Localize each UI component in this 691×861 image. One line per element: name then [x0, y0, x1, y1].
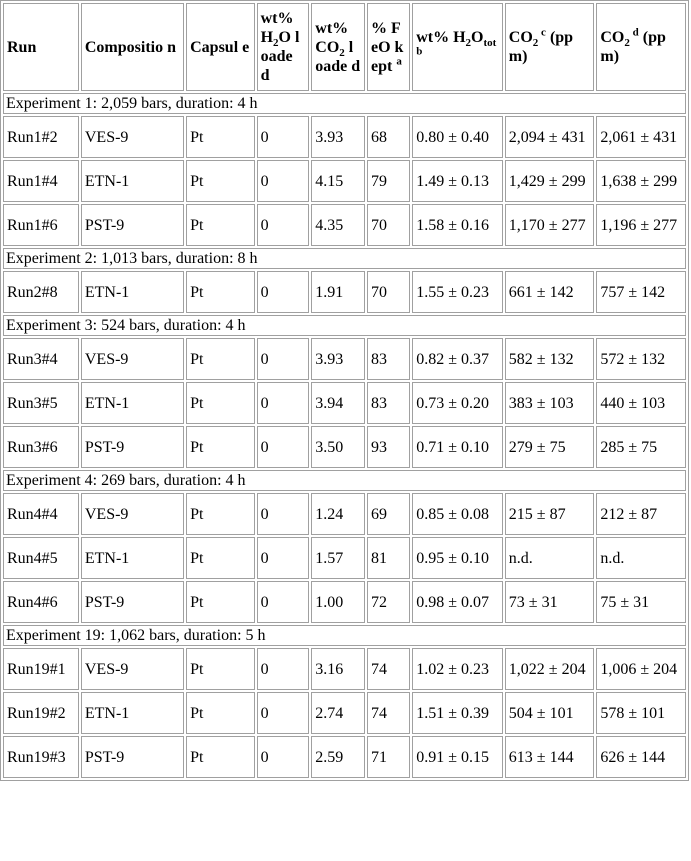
- table-row: [3, 204, 686, 246]
- run-cell: Run1#4: [3, 160, 79, 202]
- capsule-cell: Pt: [186, 426, 254, 468]
- h2o-loaded-cell: 0: [257, 537, 310, 579]
- co2-c-cell: 279 ± 75: [505, 426, 595, 468]
- composition-cell: PST-9: [81, 736, 184, 778]
- table-row: [3, 271, 686, 313]
- table-row: [3, 648, 686, 690]
- header-text: CO: [600, 29, 625, 46]
- co2-loaded-cell: 2.74: [311, 692, 365, 734]
- table-row: [3, 382, 686, 424]
- h2o-total-cell: 0.71 ± 0.10: [412, 426, 503, 468]
- h2o-total-cell: 1.58 ± 0.16: [412, 204, 503, 246]
- co2-c-cell: 504 ± 101: [505, 692, 595, 734]
- co2-d-cell: n.d.: [596, 537, 686, 579]
- co2-d-cell: 626 ± 144: [596, 736, 686, 778]
- h2o-total-cell: 0.73 ± 0.20: [412, 382, 503, 424]
- co2-c-cell: 582 ± 132: [505, 338, 595, 380]
- run-cell: Run1#2: [3, 116, 79, 158]
- header-text: % FeO kept: [371, 19, 404, 75]
- h2o-total-cell: 0.85 ± 0.08: [412, 493, 503, 535]
- table-row: [3, 692, 686, 734]
- h2o-total-cell: 0.80 ± 0.40: [412, 116, 503, 158]
- capsule-cell: Pt: [186, 160, 254, 202]
- co2-loaded-cell: 3.50: [311, 426, 365, 468]
- h2o-loaded-cell: 0: [257, 338, 310, 380]
- feo-kept-cell: 68: [367, 116, 410, 158]
- co2-d-cell: 572 ± 132: [596, 338, 686, 380]
- co2-c-cell: 2,094 ± 431: [505, 116, 595, 158]
- header-text: Run: [7, 38, 37, 56]
- co2-d-cell: 578 ± 101: [596, 692, 686, 734]
- table-row: [3, 338, 686, 380]
- header-text: O: [471, 29, 484, 46]
- co2-loaded-cell: 1.57: [311, 537, 365, 579]
- co2-loaded-cell: 1.24: [311, 493, 365, 535]
- capsule-cell: Pt: [186, 692, 254, 734]
- co2-c-cell: n.d.: [505, 537, 595, 579]
- composition-cell: ETN-1: [81, 271, 184, 313]
- feo-kept-cell: 79: [367, 160, 410, 202]
- composition-cell: VES-9: [81, 338, 184, 380]
- h2o-loaded-cell: 0: [257, 271, 310, 313]
- co2-c-cell: 661 ± 142: [505, 271, 595, 313]
- table-row: [3, 493, 686, 535]
- h2o-total-cell: 1.51 ± 0.39: [412, 692, 503, 734]
- co2-c-cell: 1,022 ± 204: [505, 648, 595, 690]
- h2o-total-header: [412, 3, 503, 91]
- header-text: (ppm): [508, 29, 574, 65]
- header-text: wt% CO: [315, 19, 349, 56]
- experiment-row: [3, 248, 686, 269]
- h2o-total-cell: 0.91 ± 0.15: [412, 736, 503, 778]
- capsule-cell: Pt: [186, 493, 254, 535]
- run-cell: Run4#5: [3, 537, 79, 579]
- feo-kept-cell: 74: [367, 648, 410, 690]
- experiment-row: [3, 93, 686, 114]
- table-row: [3, 426, 686, 468]
- composition-cell: PST-9: [81, 204, 184, 246]
- h2o-total-cell: 1.55 ± 0.23: [412, 271, 503, 313]
- h2o-loaded-cell: 0: [257, 493, 310, 535]
- co2-d-cell: 2,061 ± 431: [596, 116, 686, 158]
- run-cell: Run3#6: [3, 426, 79, 468]
- run-cell: Run19#3: [3, 736, 79, 778]
- table-row: [3, 736, 686, 778]
- header-text: O loade d: [260, 29, 300, 84]
- feo-kept-cell: 81: [367, 537, 410, 579]
- feo-kept-cell: 72: [367, 581, 410, 623]
- experiment-row: [3, 625, 686, 646]
- run-cell: Run2#8: [3, 271, 79, 313]
- h2o-total-cell: 0.95 ± 0.10: [412, 537, 503, 579]
- h2o-total-cell: 1.02 ± 0.23: [412, 648, 503, 690]
- header-text: d: [629, 26, 639, 39]
- run-cell: Run4#6: [3, 581, 79, 623]
- co2-loaded-cell: 4.35: [311, 204, 365, 246]
- composition-cell: VES-9: [81, 648, 184, 690]
- feo-kept-cell: 93: [367, 426, 410, 468]
- co2-loaded-cell: 3.16: [311, 648, 365, 690]
- composition-cell: VES-9: [81, 493, 184, 535]
- h2o-loaded-cell: 0: [257, 382, 310, 424]
- co2-loaded-header: [311, 3, 365, 91]
- capsule-cell: Pt: [186, 382, 254, 424]
- header-text: loade d: [315, 38, 361, 75]
- co2-d-cell: 212 ± 87: [596, 493, 686, 535]
- feo-kept-cell: 83: [367, 382, 410, 424]
- co2-d-cell: 1,006 ± 204: [596, 648, 686, 690]
- co2-loaded-cell: 3.93: [311, 116, 365, 158]
- header-text: 2: [273, 37, 279, 50]
- header-text: 2: [532, 37, 539, 50]
- table-row: [3, 581, 686, 623]
- table-row: [3, 160, 686, 202]
- header-text: c: [538, 26, 546, 39]
- composition-cell: ETN-1: [81, 382, 184, 424]
- run-cell: Run19#2: [3, 692, 79, 734]
- composition-header: [81, 3, 184, 91]
- run-cell: Run4#4: [3, 493, 79, 535]
- table-body: [3, 3, 686, 778]
- composition-cell: ETN-1: [81, 537, 184, 579]
- h2o-loaded-cell: 0: [257, 116, 310, 158]
- table-row: [3, 537, 686, 579]
- co2-d-cell: 285 ± 75: [596, 426, 686, 468]
- co2-c-header: [505, 3, 595, 91]
- header-text: a: [396, 55, 402, 68]
- capsule-cell: Pt: [186, 736, 254, 778]
- h2o-total-cell: 0.98 ± 0.07: [412, 581, 503, 623]
- run-header: [3, 3, 79, 91]
- feo-kept-cell: 69: [367, 493, 410, 535]
- composition-cell: PST-9: [81, 581, 184, 623]
- co2-d-cell: 75 ± 31: [596, 581, 686, 623]
- header-text: wt% H: [260, 10, 294, 46]
- h2o-total-cell: 0.82 ± 0.37: [412, 338, 503, 380]
- co2-c-cell: 215 ± 87: [505, 493, 595, 535]
- header-text: CO: [508, 29, 533, 46]
- table-row: [3, 116, 686, 158]
- capsule-cell: Pt: [186, 204, 254, 246]
- experiment-row: [3, 315, 686, 336]
- h2o-loaded-cell: 0: [257, 581, 310, 623]
- header-text: Compositio n: [84, 38, 176, 56]
- header-text: wt% H: [416, 29, 466, 46]
- co2-d-cell: 440 ± 103: [596, 382, 686, 424]
- composition-cell: ETN-1: [81, 160, 184, 202]
- run-cell: Run19#1: [3, 648, 79, 690]
- experiment-title: Experiment 19: 1,062 bars, duration: 5 h: [3, 625, 686, 646]
- h2o-total-cell: 1.49 ± 0.13: [412, 160, 503, 202]
- header-text: 2: [339, 46, 345, 59]
- header-text: tot: [483, 37, 497, 50]
- co2-c-cell: 1,170 ± 277: [505, 204, 595, 246]
- run-cell: Run1#6: [3, 204, 79, 246]
- h2o-loaded-cell: 0: [257, 648, 310, 690]
- feo-kept-cell: 74: [367, 692, 410, 734]
- header-text: Capsul e: [190, 38, 250, 56]
- header-text: (ppm): [600, 29, 666, 65]
- co2-loaded-cell: 2.59: [311, 736, 365, 778]
- capsule-cell: Pt: [186, 271, 254, 313]
- composition-cell: PST-9: [81, 426, 184, 468]
- experiment-title: Experiment 4: 269 bars, duration: 4 h: [3, 470, 686, 491]
- experiment-row: [3, 470, 686, 491]
- co2-c-cell: 1,429 ± 299: [505, 160, 595, 202]
- feo-kept-header: [367, 3, 410, 91]
- feo-kept-cell: 70: [367, 271, 410, 313]
- co2-loaded-cell: 1.00: [311, 581, 365, 623]
- experiment-title: Experiment 2: 1,013 bars, duration: 8 h: [3, 248, 686, 269]
- h2o-loaded-header: [257, 3, 310, 91]
- feo-kept-cell: 83: [367, 338, 410, 380]
- co2-loaded-cell: 3.93: [311, 338, 365, 380]
- h2o-loaded-cell: 0: [257, 426, 310, 468]
- header-row: [3, 3, 686, 91]
- h2o-loaded-cell: 0: [257, 160, 310, 202]
- capsule-cell: Pt: [186, 338, 254, 380]
- h2o-loaded-cell: 0: [257, 692, 310, 734]
- co2-c-cell: 73 ± 31: [505, 581, 595, 623]
- feo-kept-cell: 71: [367, 736, 410, 778]
- co2-d-cell: 757 ± 142: [596, 271, 686, 313]
- h2o-loaded-cell: 0: [257, 204, 310, 246]
- co2-d-header: [596, 3, 686, 91]
- co2-loaded-cell: 4.15: [311, 160, 365, 202]
- co2-c-cell: 383 ± 103: [505, 382, 595, 424]
- capsule-header: [186, 3, 254, 91]
- capsule-cell: Pt: [186, 581, 254, 623]
- feo-kept-cell: 70: [367, 204, 410, 246]
- composition-cell: VES-9: [81, 116, 184, 158]
- capsule-cell: Pt: [186, 648, 254, 690]
- co2-d-cell: 1,196 ± 277: [596, 204, 686, 246]
- experiment-title: Experiment 1: 2,059 bars, duration: 4 h: [3, 93, 686, 114]
- co2-d-cell: 1,638 ± 299: [596, 160, 686, 202]
- capsule-cell: Pt: [186, 537, 254, 579]
- composition-cell: ETN-1: [81, 692, 184, 734]
- header-text: 2: [465, 37, 472, 50]
- capsule-cell: Pt: [186, 116, 254, 158]
- co2-c-cell: 613 ± 144: [505, 736, 595, 778]
- co2-loaded-cell: 3.94: [311, 382, 365, 424]
- experiment-title: Experiment 3: 524 bars, duration: 4 h: [3, 315, 686, 336]
- h2o-loaded-cell: 0: [257, 736, 310, 778]
- header-text: b: [416, 45, 423, 58]
- run-cell: Run3#5: [3, 382, 79, 424]
- header-text: 2: [624, 37, 630, 50]
- co2-loaded-cell: 1.91: [311, 271, 365, 313]
- run-cell: Run3#4: [3, 338, 79, 380]
